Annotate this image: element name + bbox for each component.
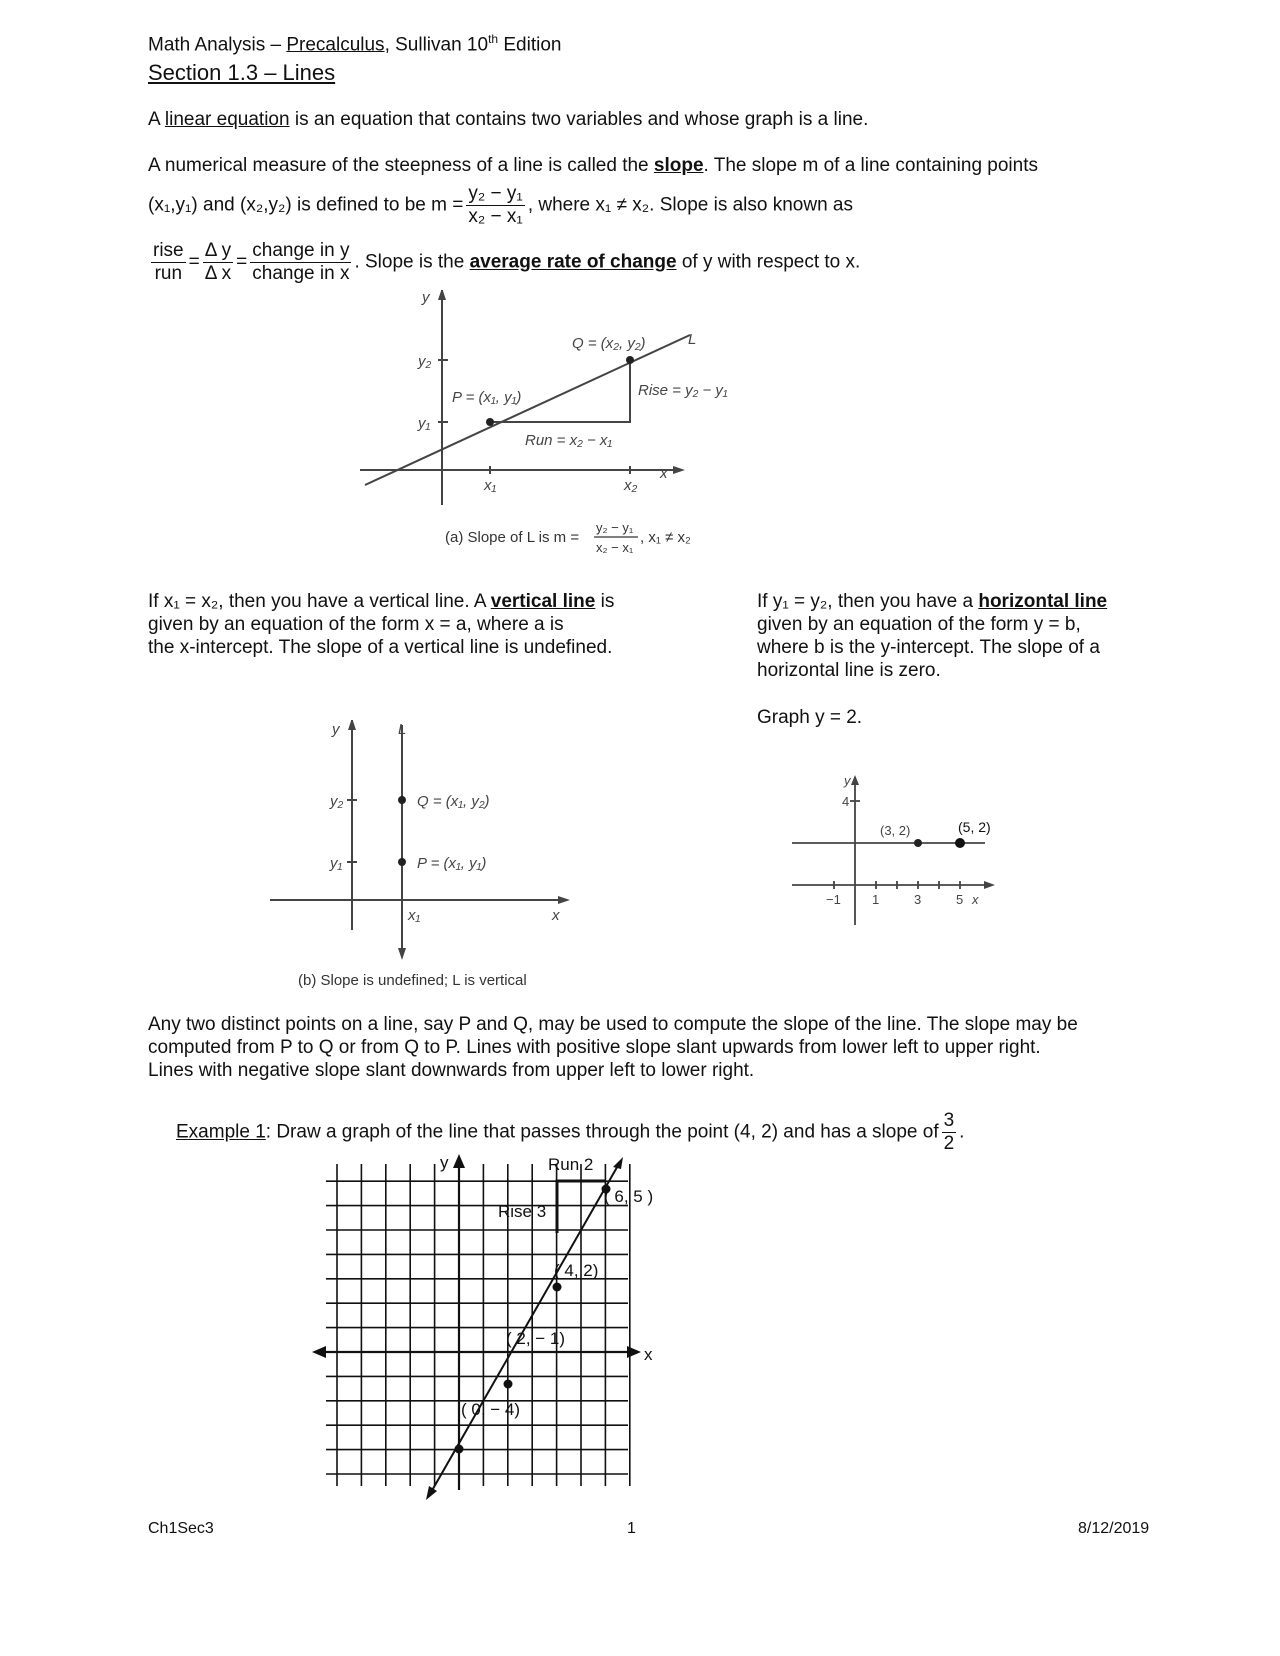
example-label-4-2: ( 4, 2) xyxy=(554,1261,599,1280)
point1: (x₁,y₁) xyxy=(148,194,198,216)
para2-pre: A numerical measure of the steepness of a line is called the xyxy=(148,155,654,176)
vertical-l3: the x-intercept. The slope of a vertical line is undefined. xyxy=(148,637,613,658)
example-1-label: Example 1 xyxy=(176,1121,266,1143)
rise-run-fraction xyxy=(151,240,186,285)
where-text: , where x₁ ≠ x₂. Slope is also known as xyxy=(527,194,854,216)
slope-definition-line1 xyxy=(148,155,1038,177)
example-point-0-neg4 xyxy=(455,1445,464,1454)
fig-a-run-label: Run = x₂ − x₁ xyxy=(525,432,613,449)
example-label-2-neg1: ( 2, − 1) xyxy=(506,1329,566,1348)
example-y-label: y xyxy=(440,1153,449,1172)
fig-a-x2: x₂ xyxy=(624,477,638,494)
example-1-num: 3 xyxy=(943,1110,955,1131)
fig-a-q-label: Q = (x₂, y₂) xyxy=(572,335,646,352)
example-label-0-neg4: ( 0, − 4) xyxy=(461,1400,521,1419)
fig-y2-label-5-2: (5, 2) xyxy=(958,819,991,835)
slope-formula-line xyxy=(148,183,853,228)
fig-a-x-label: x xyxy=(660,465,668,482)
vertical-line-term: vertical line xyxy=(490,591,596,612)
fig-a-caption: (a) Slope of L is m = xyxy=(445,529,580,546)
example-x-label: x xyxy=(644,1345,653,1364)
example-1-den: 2 xyxy=(943,1133,955,1154)
fig-a-line-l xyxy=(365,335,690,485)
horizontal-line-text xyxy=(757,590,1107,729)
fig-a-y-label: y xyxy=(422,290,430,306)
edition-tail: Edition xyxy=(498,34,562,56)
delta-y: Δ y xyxy=(204,240,232,261)
fig-y2-tick-neg1: −1 xyxy=(826,892,841,907)
para4-l3: Lines with negative slope slant downwards from upper left to lower right. xyxy=(148,1060,755,1081)
slope-term: slope xyxy=(653,155,704,176)
fig-a-point-p xyxy=(486,418,494,426)
fig-b-y-label: y xyxy=(332,721,340,738)
example-rise-label: Rise 3 xyxy=(498,1202,547,1221)
horizontal-l1 xyxy=(757,590,1107,613)
fig-a-line-label: L xyxy=(688,331,697,348)
para4-l1: Any two distinct points on a line, say P and Q, may be used to compute the slope of the line. The slope may be xyxy=(148,1014,1078,1035)
figure-b-vertical xyxy=(270,720,580,990)
rise-over-run-line: $\frac{\text{rise}}{\text{run}}$ = $\frac{\text{Δ y}}{\text{Δ x}}$ = $\frac{\text{change in y}}{\text{change in x}}$ . Slope is the average rate of change of y with respect to x. xyxy=(153,240,861,284)
fig-y2-tick-1: 1 xyxy=(872,892,880,907)
fig-a-y2: y₂ xyxy=(418,353,432,370)
fig-y2-tick-5: 5 xyxy=(956,892,964,907)
fig-y2-x-label: x xyxy=(972,892,979,907)
course-suffix: , Sullivan 10 xyxy=(384,34,489,56)
fig-b-q-label: Q = (x₁, y₂) xyxy=(417,793,490,810)
fig-a-rise-label: Rise = y₂ − y₁ xyxy=(638,382,728,399)
example-1 xyxy=(176,1110,964,1155)
figure-a-slope xyxy=(360,290,740,585)
vertical-l1-pre: If x₁ = x₂, then you have a vertical line. A xyxy=(148,591,491,612)
fig-y2-label-3-2: (3, 2) xyxy=(880,823,911,838)
defined-word: is defined to be xyxy=(297,194,426,216)
fig-b-x-label: x xyxy=(552,907,560,924)
horizontal-l1-pre: If y₁ = y₂, then you have a xyxy=(757,591,979,612)
linear-equation-definition xyxy=(148,109,868,131)
fig-y2-point-3-2 xyxy=(914,839,922,847)
course-link[interactable]: Precalculus xyxy=(286,34,385,56)
vertical-l2: given by an equation of the form x = a, where a is xyxy=(148,614,564,635)
example-run-label: Run 2 xyxy=(548,1155,594,1174)
change-in-y: change in y xyxy=(252,240,350,261)
point2: (x₂,y₂) xyxy=(240,194,292,216)
para1-pre: A xyxy=(148,109,165,130)
m-equals: m = xyxy=(431,194,464,216)
and-word: and xyxy=(203,194,235,216)
section-title: Section 1.3 – Lines xyxy=(148,60,336,85)
example-point-2-neg1 xyxy=(504,1380,513,1389)
para3-post: of y with respect to x. xyxy=(676,251,861,273)
linear-equation-term: linear equation xyxy=(164,109,290,130)
graph-y-equals-2: Graph y = 2. xyxy=(757,707,863,728)
fig-b-y2: y₂ xyxy=(330,793,344,810)
horizontal-line-term: horizontal line xyxy=(978,591,1108,612)
two-points-paragraph xyxy=(148,1013,1078,1082)
fig-a-caption-post: , x₁ ≠ x₂ xyxy=(640,529,691,546)
para2-post: . The slope m of a line containing points xyxy=(703,155,1038,176)
footer-page: 1 xyxy=(627,1520,636,1537)
course-header xyxy=(148,32,561,56)
course-prefix: Math Analysis – xyxy=(148,34,287,56)
fig-b-x1: x₁ xyxy=(408,907,421,924)
fig-a-caption-num: y₂ − y₁ xyxy=(596,520,634,535)
fig-a-y1: y₁ xyxy=(418,415,431,432)
para1-post: is an equation that contains two variables and whose graph is a line. xyxy=(289,109,869,130)
para3-pre: . Slope is the xyxy=(354,251,470,273)
rise-label: rise xyxy=(153,240,184,261)
slope-fraction xyxy=(466,183,524,228)
fig-b-caption: (b) Slope is undefined; L is vertical xyxy=(298,972,527,989)
fig-y2-point-5-2 xyxy=(955,838,965,848)
horizontal-l4: horizontal line is zero. xyxy=(757,660,941,681)
example-1-graph xyxy=(310,1150,690,1520)
horizontal-l2: given by an equation of the form y = b, xyxy=(757,614,1081,635)
fig-b-y1: y₁ xyxy=(330,855,343,872)
delta-fraction xyxy=(203,240,233,285)
delta-x: Δ x xyxy=(204,263,232,284)
example-1-text: : Draw a graph of the line that passes through the point (4, 2) and has a slope of xyxy=(265,1121,939,1143)
fig-y2-tick-4: 4 xyxy=(842,794,850,809)
fig-b-point-q xyxy=(398,796,406,804)
fig-b-point-p xyxy=(398,858,406,866)
figure-y-equals-2 xyxy=(790,775,1000,935)
footer-date: 8/12/2019 xyxy=(1078,1520,1150,1537)
run-label: run xyxy=(154,263,183,284)
footer-left: Ch1Sec3 xyxy=(148,1520,214,1537)
example-1-end: . xyxy=(959,1121,965,1143)
vertical-l1 xyxy=(148,590,614,613)
change-fraction xyxy=(250,240,351,285)
fig-a-point-q xyxy=(626,356,634,364)
horizontal-l3: where b is the y-intercept. The slope of a xyxy=(757,637,1100,658)
slope-numerator: y₂ − y₁ xyxy=(468,183,523,204)
change-in-x: change in x xyxy=(252,263,350,284)
fig-a-caption-den: x₂ − x₁ xyxy=(596,540,634,555)
fig-b-line-label: L xyxy=(398,721,407,738)
fig-y2-y-label: y xyxy=(844,775,851,788)
example-1-fraction xyxy=(942,1110,957,1155)
average-rate-term: average rate of change xyxy=(469,251,677,273)
fig-a-x1: x₁ xyxy=(484,477,497,494)
edition-sup: th xyxy=(488,32,499,46)
example-label-6-5: ( 6, 5 ) xyxy=(604,1187,654,1206)
para4-l2: computed from P to Q or from Q to P. Lines with positive slope slant upwards from lower left to upper right. xyxy=(148,1037,1041,1058)
fig-a-p-label: P = (x₁, y₁) xyxy=(452,389,522,406)
fig-b-p-label: P = (x₁, y₁) xyxy=(417,855,487,872)
example-point-4-2 xyxy=(553,1283,562,1292)
slope-denominator: x₂ − x₁ xyxy=(468,206,523,227)
vertical-line-text xyxy=(148,590,614,659)
vertical-l1-post: is xyxy=(595,591,615,612)
fig-y2-tick-3: 3 xyxy=(914,892,922,907)
